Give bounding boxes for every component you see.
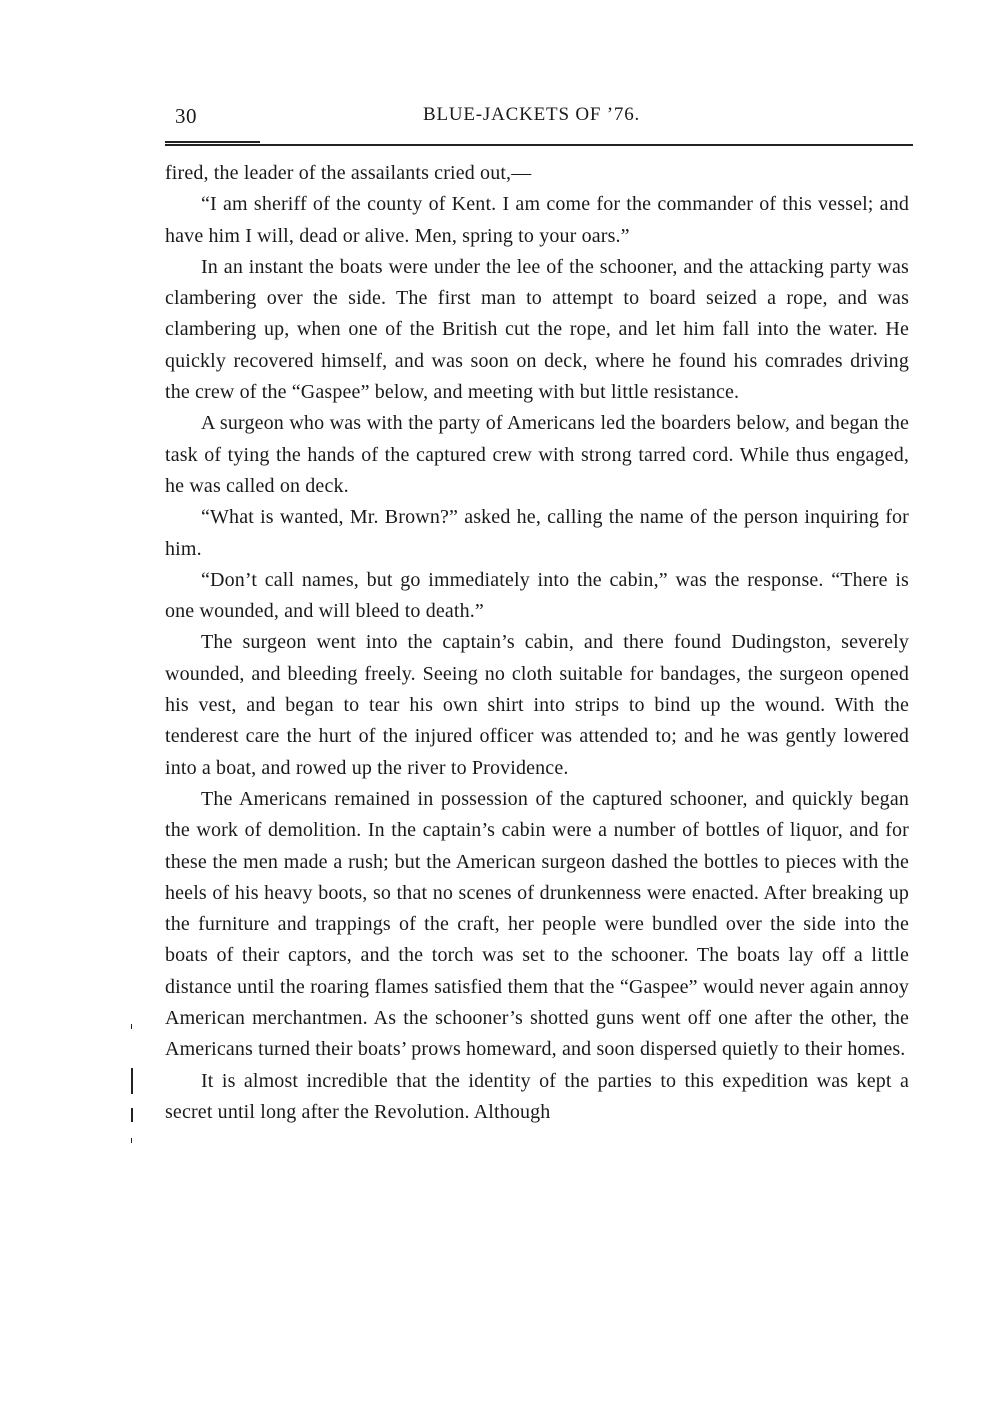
running-title: BLUE-JACKETS OF ’76. <box>423 104 641 125</box>
page-header <box>165 104 913 134</box>
header-rule <box>165 144 913 146</box>
paragraph-sheriff-quote: “I am sheriff of the county of Kent. I am come for the commander of this vessel; and have him I will, dead or alive. Men, spring to your oars.” <box>165 193 909 247</box>
header-rule-accent <box>165 141 260 143</box>
paragraph-continuation: fired, the leader of the assailants cried out,— <box>165 162 532 184</box>
paragraph-secret: It is almost incredible that the identity of the parties to this expedition was kept a secret until long after the Revolution. Although <box>165 1069 909 1123</box>
margin-scan-mark <box>131 1108 133 1122</box>
page-number: 30 <box>175 104 197 128</box>
paragraph-demolition: The Americans remained in possession of the captured schooner, and quickly began the work of demolition. In the captain’s cabin were a number of bottles of liquor, and for these the men made a rush; but the American surgeon dashed the bottles to pieces with the heels of his heavy boots, so that no scenes of drunkenness were enacted. After breaking up the furniture and trappings of the craft, her people were bundled over the side into the boats of their captors, and the torch was set to the schooner. The boats lay off a little distance until the roaring flames satisfied them that the “Gaspee” would never again annoy American merchantmen. As the schooner’s shotted guns went off one after the other, the Americans turned their boats’ prows homeward, and soon dispersed quietly to their homes. <box>165 787 909 1061</box>
body-text <box>165 158 909 1128</box>
paragraph-boarding: In an instant the boats were under the lee of the schooner, and the attacking party was clambering over the side. The first man to attempt to board seized a rope, and was clambering up, when one of the British cut the rope, and let him fall into the water. He quickly recovered himself, and was soon on deck, where he found his comrades driving the crew of the “Gaspee” below, and meeting with but little resistance. <box>165 255 909 404</box>
margin-scan-mark <box>131 1024 132 1029</box>
margin-scan-mark <box>131 1068 133 1094</box>
paragraph-response: “Don’t call names, but go immediately into the cabin,” was the response. “There is one wounded, and will bleed to death.” <box>165 568 909 623</box>
margin-scan-mark <box>131 1138 132 1143</box>
paragraph-dudingston: The surgeon went into the captain’s cabin, and there found Dudingston, severely wounded, and bleeding freely. Seeing no cloth suitable for bandages, the surgeon opened his vest, and began to tear his own shirt into strips to bind up the wound. With the tenderest care the hurt of the injured officer was attended to; and he was gently lowered into a boat, and rowed up the river to Providence. <box>165 631 909 779</box>
paragraph-surgeon: A surgeon who was with the party of Americans led the boarders below, and began the task of tying the hands of the captured crew with strong tarred cord. While thus engaged, he was called on deck. <box>165 412 909 497</box>
paragraph-brown-question: “What is wanted, Mr. Brown?” asked he, calling the name of the person inquiring for him. <box>165 506 909 560</box>
